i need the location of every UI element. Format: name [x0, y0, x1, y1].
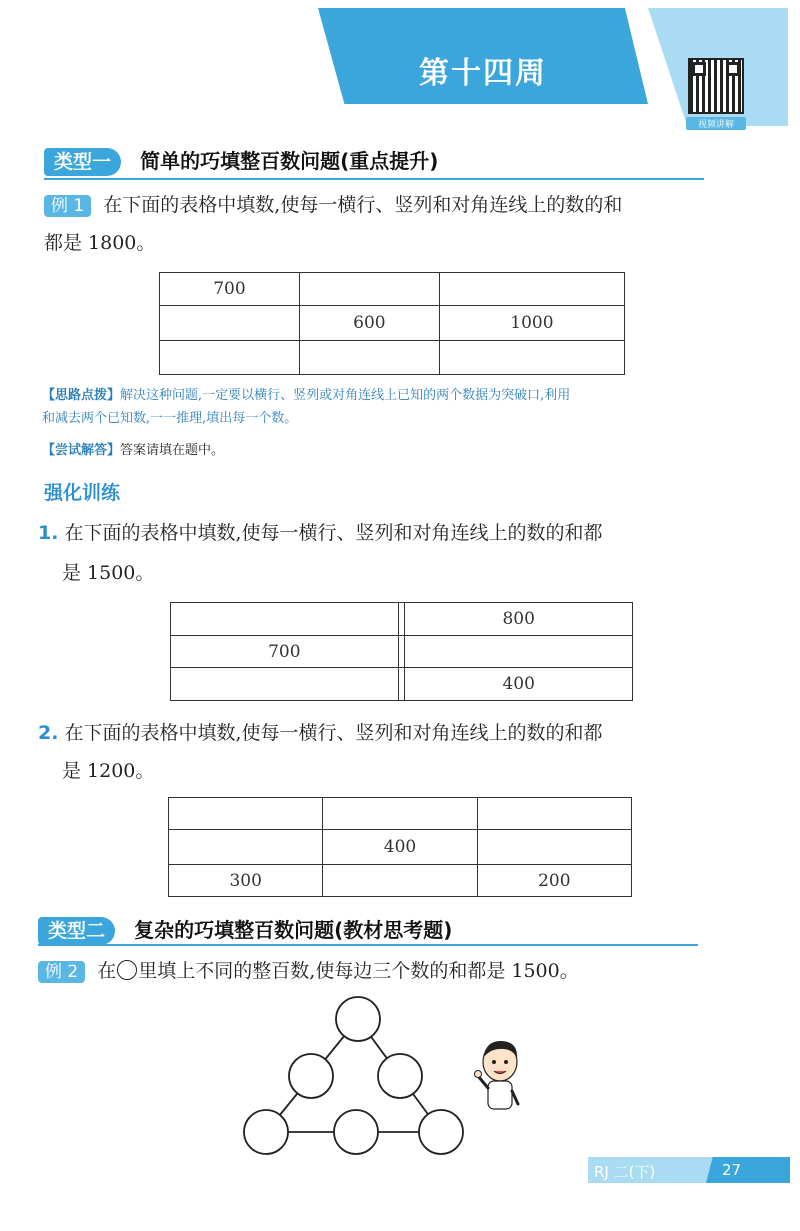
section2-heading	[38, 914, 452, 944]
footer-page-tab	[706, 1157, 790, 1183]
table-cell[interactable]: 1000	[439, 306, 624, 341]
table-cell[interactable]	[477, 830, 631, 865]
section1-rule	[44, 178, 704, 180]
try-text: 答案请填在题中。	[120, 443, 225, 458]
example2-text	[38, 954, 778, 988]
hint-tag: 【思路点拨】	[42, 388, 121, 403]
section1-heading	[44, 145, 438, 175]
section1-title: 简单的巧填整百数问题(重点提升)	[140, 149, 439, 173]
table-cell[interactable]: 300	[169, 865, 323, 897]
table-cell[interactable]	[398, 603, 405, 636]
qr-code-icon[interactable]	[688, 58, 744, 114]
section1-badge: 类型一	[44, 148, 121, 176]
cartoon-boy-icon	[470, 1036, 530, 1116]
q2-number: 2.	[38, 722, 59, 744]
example1-text	[44, 188, 764, 222]
table-cell[interactable]	[398, 636, 405, 668]
q1-table	[170, 602, 633, 701]
section2-rule	[38, 944, 698, 946]
example2-pre: 在	[97, 960, 117, 982]
example1-line2: 都是 1800。	[44, 232, 156, 254]
answer-circle-mid-right	[378, 1054, 422, 1098]
table-cell[interactable]: 600	[299, 306, 439, 341]
table-cell[interactable]	[323, 865, 477, 897]
training-title: 强化训练	[44, 482, 121, 504]
table-cell[interactable]	[160, 341, 300, 375]
hint-block	[42, 385, 762, 407]
triangle-diagram	[236, 994, 476, 1158]
table-cell[interactable]	[477, 798, 631, 830]
inline-circle-icon	[117, 960, 137, 980]
q1-number: 1.	[38, 522, 59, 544]
table-cell[interactable]	[299, 273, 439, 306]
page-number: 27	[722, 1161, 742, 1179]
section2-badge: 类型二	[38, 917, 115, 945]
table-cell[interactable]: 400	[405, 668, 633, 701]
table-cell[interactable]	[160, 306, 300, 341]
q2-table	[168, 797, 632, 897]
table-cell[interactable]: 800	[405, 603, 633, 636]
table-cell[interactable]	[398, 668, 405, 701]
table-cell[interactable]	[439, 341, 624, 375]
q2-text	[38, 716, 778, 750]
q1-line2: 是 1500。	[62, 562, 155, 584]
qr-label: 视频讲解	[686, 117, 746, 130]
hint-line2: 和减去两个已知数,一一推理,填出每一个数。	[42, 411, 298, 426]
q2-line1: 在下面的表格中填数,使每一横行、竖列和对角连线上的数的和都	[64, 722, 603, 744]
footer-book-label: RJ 二(下)	[594, 1163, 656, 1181]
table-cell[interactable]	[323, 798, 477, 830]
table-cell[interactable]	[439, 273, 624, 306]
try-tag: 【尝试解答】	[42, 443, 121, 458]
table-cell[interactable]	[171, 668, 399, 701]
q2-line2: 是 1200。	[62, 760, 155, 782]
table-cell[interactable]: 700	[171, 636, 399, 668]
example1-badge: 例 1	[44, 195, 91, 217]
table-cell[interactable]	[169, 798, 323, 830]
hint-line1: 解决这种问题,一定要以横行、竖列或对角连线上已知的两个数据为突破口,利用	[120, 388, 571, 403]
table-cell[interactable]	[171, 603, 399, 636]
example1-table	[159, 272, 625, 375]
table-cell[interactable]	[169, 830, 323, 865]
table-cell[interactable]	[405, 636, 633, 668]
example2-badge: 例 2	[38, 961, 85, 983]
q1-line1: 在下面的表格中填数,使每一横行、竖列和对角连线上的数的和都	[64, 522, 603, 544]
try-block	[42, 440, 224, 462]
answer-circle-bottom-right	[419, 1110, 463, 1154]
section2-title: 复杂的巧填整百数问题(教材思考题)	[134, 918, 453, 942]
answer-circle-bottom-left	[244, 1110, 288, 1154]
answer-circle-mid-left	[289, 1054, 333, 1098]
answer-circle-top	[336, 997, 380, 1041]
table-cell[interactable]: 400	[323, 830, 477, 865]
table-cell[interactable]: 700	[160, 273, 300, 306]
q1-text	[38, 516, 778, 550]
example1-line1: 在下面的表格中填数,使每一横行、竖列和对角连线上的数的和	[103, 194, 623, 216]
table-cell[interactable]: 200	[477, 865, 631, 897]
table-cell[interactable]	[299, 341, 439, 375]
week-title: 第十四周	[419, 56, 547, 91]
answer-circle-bottom-mid	[334, 1110, 378, 1154]
example2-post: 里填上不同的整百数,使每边三个数的和都是 1500。	[138, 960, 579, 982]
